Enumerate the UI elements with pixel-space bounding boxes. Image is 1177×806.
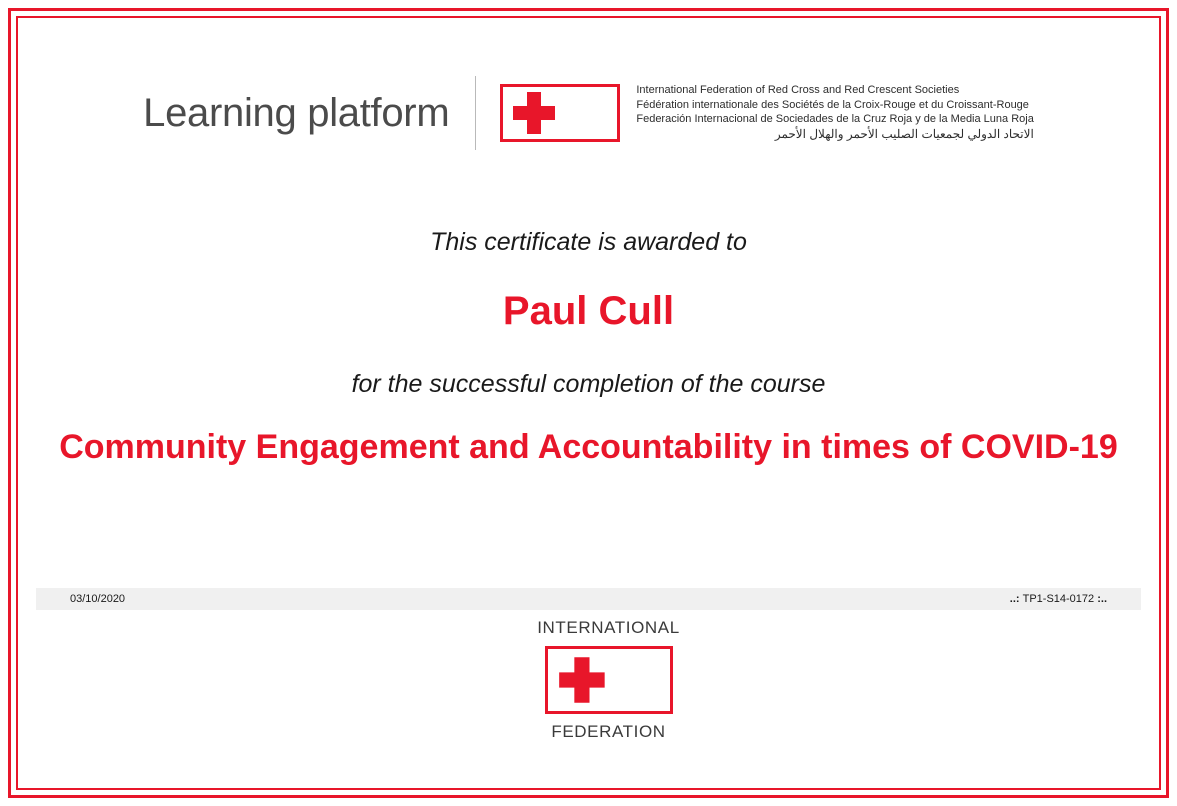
footer-top-word: INTERNATIONAL	[537, 618, 680, 637]
certificate-footer	[18, 618, 1159, 742]
federation-name-es: Federación Internacional de Sociedades de la Cruz Roja y de la Media Luna Roja	[636, 113, 1034, 126]
issue-date: 03/10/2020	[70, 593, 126, 605]
footer-emblem-svg	[557, 655, 661, 705]
code-value: TP1-S14-0172	[1022, 593, 1095, 605]
red-cross-red-crescent-emblem-icon	[500, 84, 620, 142]
footer-red-cross-red-crescent-emblem-icon	[545, 646, 673, 714]
emblem-svg	[511, 90, 607, 136]
ifrc-logo	[537, 618, 680, 742]
certificate-content	[18, 18, 1159, 788]
header-divider	[475, 76, 476, 150]
certificate-code	[1010, 593, 1107, 605]
federation-name-fr: Fédération internationale des Sociétés de la Croix-Rouge et du Croissant-Rouge	[636, 98, 1029, 111]
code-prefix: ..:	[1009, 593, 1020, 605]
awarded-to-label: This certificate is awarded to	[430, 228, 747, 256]
recipient-name: Paul Cull	[502, 289, 675, 333]
certificate-meta-bar	[36, 588, 1141, 610]
course-title: Community Engagement and Accountability in times of COVID-19	[59, 428, 1118, 466]
certificate-header	[18, 70, 1159, 156]
completion-label: for the successful completion of the course	[351, 370, 826, 398]
code-suffix: :..	[1097, 593, 1107, 605]
footer-bottom-word: FEDERATION	[551, 722, 666, 741]
federation-name-ar: الاتحاد الدولي لجمعيات الصليب الأحمر والهلال الأحمر	[774, 126, 1034, 141]
federation-names	[636, 83, 1033, 142]
federation-name-en: International Federation of Red Cross and Red Crescent Societies	[636, 84, 960, 97]
platform-title: Learning platform	[143, 90, 450, 135]
